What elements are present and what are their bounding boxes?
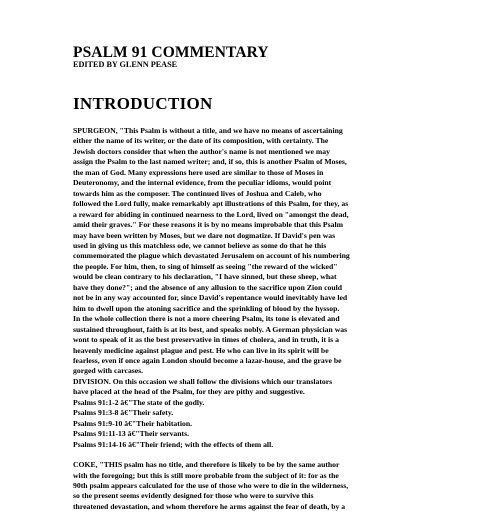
text-line: Deuteronomy, and the internal evidence, from the peculiar idioms, would point [73, 178, 332, 188]
text-line: with the foregoing; but this is still more probable from the subject of it: for as the [73, 470, 339, 480]
paragraph-spurgeon [73, 126, 445, 450]
text-line: threatened devastation, and whom therefore he arms against the fear of death, by a [73, 501, 346, 511]
text-line: have placed at the head of the Psalm, for they are pithy and suggestive. [73, 387, 305, 397]
text-line: sustained throughout, faith is at its best, and speaks nobly. A German physician was [73, 324, 348, 334]
text-line: In the whole collection there is not a more cheering Psalm, its tone is elevated and [73, 314, 340, 324]
text-line: assign the Psalm to the last named writer; and, if so, this is another Psalm of Moses, [73, 157, 347, 167]
text-line: followed the Lord fully, make remarkably apt illustrations of this Psalm, for they, as [73, 199, 349, 209]
document-title: PSALM 91 COMMENTARY [73, 44, 269, 61]
text-line: commemorated the plague which devastated Jerusalem on account of his numbering [73, 251, 350, 261]
text-line: Jewish doctors consider that when the author's name is not mentioned we may [73, 146, 330, 156]
text-line: so the present seems evidently designed for those who were to survive this [73, 491, 314, 501]
text-line: DIVISION. On this occasion we shall follow the divisions which our translators [73, 376, 333, 386]
text-line: gorged with carcases. [73, 366, 144, 376]
text-line: him to dwell upon the atoning sacrifice and the sprinkling of blood by the hyssop. [73, 303, 340, 313]
text-line: Psalms 91:3-8 â€"Their safety. [73, 408, 174, 418]
text-line: towards him as the composer. The continued lives of Joshua and Caleb, who [73, 188, 322, 198]
text-line: the people. For him, then, to sing of himself as seeing "the reward of the wicked" [73, 261, 338, 271]
text-line: wont to speak of it as the best preservative in times of cholera, and in truth, it is a [73, 335, 339, 345]
text-line: would be clean contrary to his declaration, "I have sinned, but these sheep, what [73, 272, 337, 282]
text-line: fearless, even if once again London should become a lazar-house, and the grave be [73, 355, 342, 365]
text-line: Psalms 91:14-16 â€"Their friend; with the effects of them all. [73, 439, 274, 449]
text-line: Psalms 91:1-2 â€"The state of the godly. [73, 397, 205, 407]
text-line: amid their graves." For these reasons it is by no means improbable that this Psalm [73, 220, 343, 230]
text-line: Psalms 91:11-13 â€"Their servants. [73, 429, 190, 439]
section-heading: INTRODUCTION [73, 94, 213, 113]
text-line: have they done?"; and the absence of any allusion to the sacrifice upon Zion could [73, 282, 343, 292]
text-line: the man of God. Many expressions here used are similar to those of Moses in [73, 167, 324, 177]
text-line: may have been written by Moses, but we dare not dogmatize. If David's pen was [73, 230, 336, 240]
text-line: Psalms 91:9-10 â€"Their habitation. [73, 418, 193, 428]
paragraph-spacer [73, 450, 445, 460]
text-line: heavenly medicine against plague and pest. He who can live in its spirit will be [73, 345, 329, 355]
document-subtitle: EDITED BY GLENN PEASE [73, 60, 178, 69]
text-line: 90th psalm appears calculated for the use of those who were to die in the wilderness, [73, 480, 349, 490]
text-line: used in giving us this matchless ode, we cannot believe as some do that he this [73, 240, 327, 250]
document-body [73, 126, 445, 512]
text-line: SPURGEON, "This Psalm is without a title, and we have no means of ascertaining [73, 126, 343, 135]
text-line: a reward for abiding in continued nearness to the Lord, lived on "amongst the dead, [73, 209, 349, 219]
text-line: COKE, "THIS psalm has no title, and therefore is likely to be by the same author [73, 460, 340, 470]
paragraph-coke [73, 460, 445, 512]
text-line: either the name of its writer, or the date of its composition, with certainty. The [73, 136, 329, 146]
text-line: not be in any way accounted for, since David's repentance would inevitably have led [73, 293, 348, 303]
